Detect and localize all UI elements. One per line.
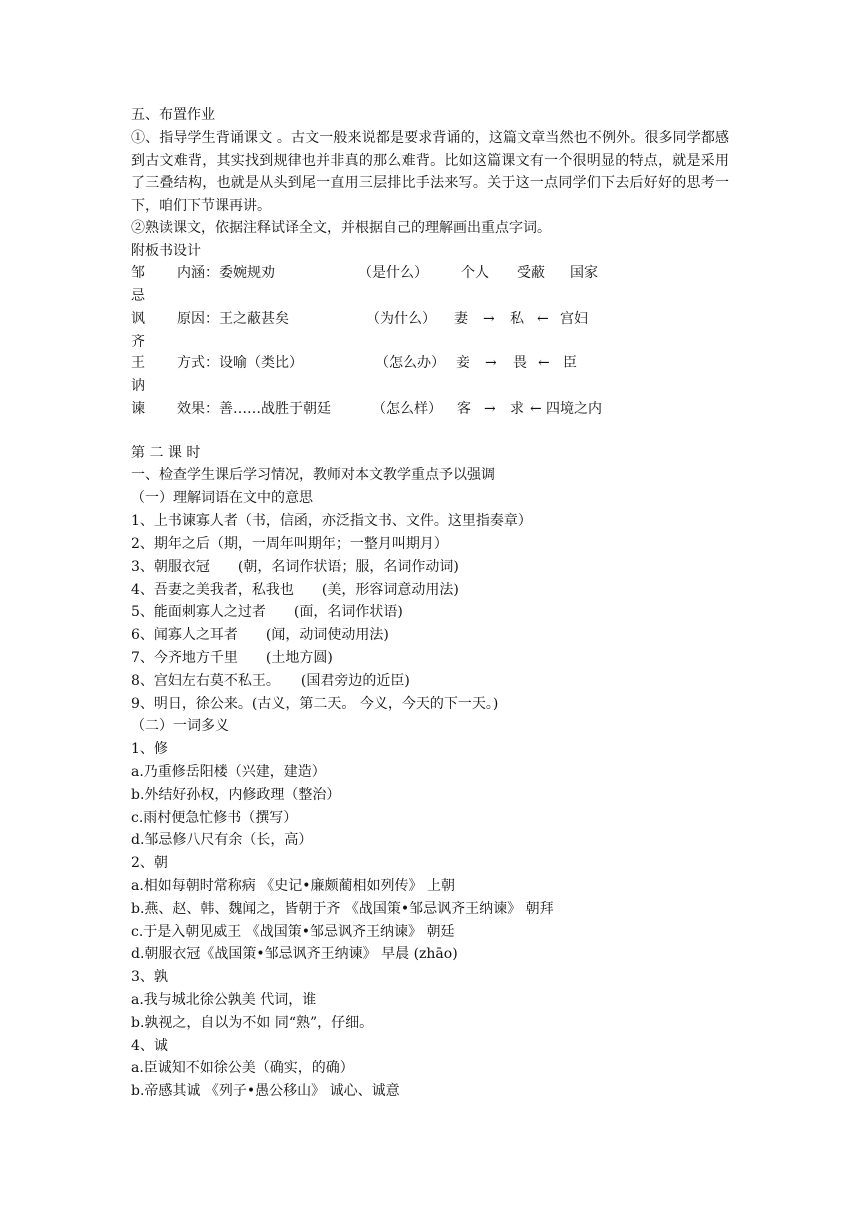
lesson2-subheading-1: （一）理解词语在文中的意思	[131, 490, 313, 506]
polysemy-line: 1、修	[131, 741, 168, 757]
arrow-left-icon: ←	[530, 401, 542, 417]
board-row-question: （是什么）	[358, 265, 428, 281]
vocab-item: 5、能面刺寡人之过者 (面，名词作状语)	[131, 604, 403, 620]
board-row-question: （怎么办）	[375, 355, 445, 371]
vocab-item: 7、今齐地方千里 (土地方圆)	[131, 650, 333, 666]
lesson2-intro: 一、检查学生课后学习情况，教师对本文教学重点予以强调	[131, 467, 495, 483]
polysemy-line: 3、孰	[131, 969, 168, 985]
lesson2-subheading-2: （二）一词多义	[131, 718, 229, 734]
board-row-label: 方式：设喻（类比）	[177, 355, 303, 371]
polysemy-line: b.外结好孙权，内修政理（整治）	[131, 787, 341, 803]
board-vertical-char: 王	[131, 355, 145, 371]
board-row-item-b: 受蔽	[517, 265, 545, 281]
board-vertical-char: 讷	[131, 378, 145, 394]
board-row-label: 效果：善……战胜于朝廷	[177, 401, 331, 417]
polysemy-line: d.邹忌修八尺有余（长，高）	[131, 832, 313, 848]
board-vertical-char: 讽	[131, 311, 145, 327]
board-row-item-a: 妻	[454, 311, 468, 327]
board-design-title: 附板书设计	[131, 243, 201, 259]
board-vertical-char: 齐	[131, 334, 145, 350]
polysemy-line: b.帝感其诚 《列子•愚公移山》 诚心、诚意	[131, 1083, 400, 1099]
vocab-item: 6、闻寡人之耳者 (闻，动词使动用法)	[131, 627, 389, 643]
vocab-item: 3、朝服衣冠 (朝，名词作状语；服，名词作动词)	[131, 559, 459, 575]
polysemy-line: b.燕、赵、韩、魏闻之，皆朝于齐 《战国策•邹忌讽齐王纳谏》 朝拜	[131, 901, 554, 917]
polysemy-line: a.相如每朝时常称病 《史记•廉颇蔺相如列传》 上朝	[131, 878, 455, 894]
board-row-label: 原因：王之蔽甚矣	[177, 311, 289, 327]
board-row-item-a: 妾	[456, 355, 470, 371]
arrow-left-icon: ←	[538, 355, 550, 371]
arrow-right-icon: →	[483, 311, 495, 327]
board-row-item-a: 客	[457, 401, 471, 417]
vocab-item: 8、宫妇左右莫不私王。 (国君旁边的近臣)	[131, 673, 410, 689]
board-row-item-c: 宫妇	[560, 311, 588, 327]
board-row-label: 内涵：委婉规劝	[177, 265, 275, 281]
vocab-item: 2、期年之后（期，一周年叫期年；一整月叫期月）	[131, 536, 448, 552]
board-row-item-b: 私	[510, 311, 524, 327]
polysemy-line: a.臣诚知不如徐公美（确实，的确）	[131, 1060, 354, 1076]
board-vertical-char: 忌	[131, 288, 145, 304]
polysemy-line: a.我与城北徐公孰美 代词，谁	[131, 992, 317, 1008]
board-row-item-c: 国家	[570, 265, 598, 281]
arrow-right-icon: →	[484, 401, 496, 417]
board-row-item-b: 畏	[513, 355, 527, 371]
board-row-question: （为什么）	[366, 311, 436, 327]
lesson2-title: 第 二 课 时	[131, 445, 201, 461]
polysemy-line: 2、朝	[131, 855, 168, 871]
polysemy-line: d.朝服衣冠《战国策•邹忌讽齐王纳谏》 早晨 (zhāo)	[131, 946, 458, 962]
board-row-item-a: 个人	[461, 265, 489, 281]
section-title: 五、布置作业	[131, 107, 215, 123]
board-vertical-char: 谏	[131, 401, 145, 417]
board-row-question: （怎么样）	[372, 401, 442, 417]
arrow-right-icon: →	[485, 355, 497, 371]
board-row-item-c: 四境之内	[546, 401, 602, 417]
polysemy-line: b.孰视之，自以为不如 同“熟”，仔细。	[131, 1015, 374, 1031]
homework-item-1: ①、指导学生背诵课文 。古文一般来说都是要求背诵的，这篇文章当然也不例外。很多同学都感到古文难背，其实找到规律也并非真的那么难背。比如这篇课文有一个很明显的特点，就是采用了三叠结构，也就是从头到尾一直用三层排比手法来写。关于这一点同学们下去后好好的思考一下，咱们下节课再讲。	[131, 130, 729, 215]
vocab-item: 9、明日，徐公来。(古义，第二天。 今义，今天的下一天。)	[131, 696, 499, 712]
polysemy-line: a.乃重修岳阳楼（兴建，建造）	[131, 764, 326, 780]
polysemy-line: c.雨村便急忙修书（撰写）	[131, 810, 298, 826]
arrow-left-icon: ←	[537, 311, 549, 327]
vocab-item: 4、吾妻之美我者，私我也 (美，形容词意动用法)	[131, 582, 459, 598]
board-row-item-c: 臣	[563, 355, 577, 371]
board-vertical-char: 邹	[131, 265, 145, 281]
vocab-item: 1、上书谏寡人者（书，信函，亦泛指文书、文件。这里指奏章）	[131, 513, 532, 529]
polysemy-line: c.于是入朝见威王 《战国策•邹忌讽齐王纳谏》 朝廷	[131, 924, 455, 940]
polysemy-line: 4、诚	[131, 1038, 168, 1054]
homework-item-2: ②熟读课文，依据注释试译全文，并根据自己的理解画出重点字词。	[131, 220, 551, 236]
board-row-item-b: 求	[510, 401, 524, 417]
